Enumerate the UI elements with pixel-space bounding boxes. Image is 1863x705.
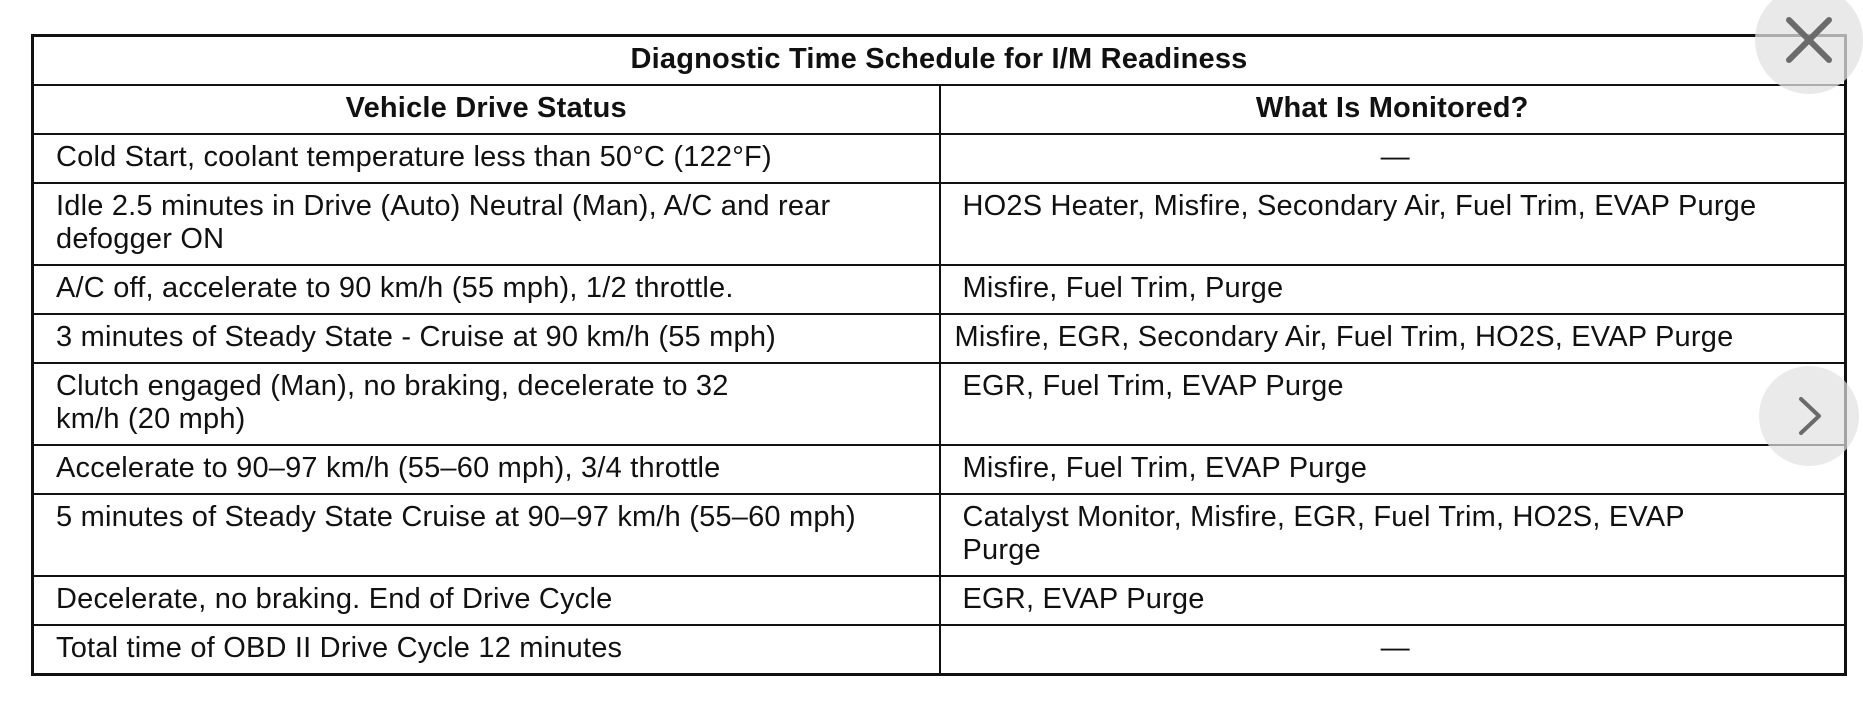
- table-row: [33, 183, 1846, 265]
- status-cell: A/C off, accelerate to 90 km/h (55 mph), 1/2 throttle.: [33, 265, 940, 314]
- table-title: Diagnostic Time Schedule for I/M Readiness: [33, 36, 1846, 86]
- status-cell: Clutch engaged (Man), no braking, decelerate to 32 km/h (20 mph): [33, 363, 940, 445]
- monitored-cell: Misfire, Fuel Trim, Purge: [940, 265, 1846, 314]
- table-row: [33, 314, 1846, 363]
- monitored-cell: HO2S Heater, Misfire, Secondary Air, Fuel Trim, EVAP Purge: [940, 183, 1846, 265]
- table-header-row: [33, 85, 1846, 134]
- table-row: [33, 494, 1846, 576]
- table-row: [33, 265, 1846, 314]
- status-cell: 5 minutes of Steady State Cruise at 90–97 km/h (55–60 mph): [33, 494, 940, 576]
- column-header-status: Vehicle Drive Status: [33, 85, 940, 134]
- monitored-cell: Catalyst Monitor, Misfire, EGR, Fuel Trim, HO2S, EVAP Purge: [940, 494, 1846, 576]
- status-cell: Accelerate to 90–97 km/h (55–60 mph), 3/4 throttle: [33, 445, 940, 494]
- status-cell: Decelerate, no braking. End of Drive Cycle: [33, 576, 940, 625]
- table-row: [33, 576, 1846, 625]
- table-row: [33, 363, 1846, 445]
- status-cell: 3 minutes of Steady State - Cruise at 90 km/h (55 mph): [33, 314, 940, 363]
- close-icon: [1781, 12, 1837, 68]
- monitored-cell: EGR, EVAP Purge: [940, 576, 1846, 625]
- monitored-cell: Misfire, EGR, Secondary Air, Fuel Trim, HO2S, EVAP Purge: [940, 314, 1846, 363]
- status-cell: Total time of OBD II Drive Cycle 12 minutes: [33, 625, 940, 675]
- monitored-cell: —: [940, 134, 1846, 183]
- table-row: [33, 445, 1846, 494]
- table-row: [33, 134, 1846, 183]
- next-image-button[interactable]: [1759, 366, 1859, 466]
- diagnostic-schedule-table: [31, 34, 1847, 676]
- table-title-row: [33, 36, 1846, 86]
- table-row: [33, 625, 1846, 675]
- status-cell: Idle 2.5 minutes in Drive (Auto) Neutral (Man), A/C and rear defogger ON: [33, 183, 940, 265]
- column-header-monitored: What Is Monitored?: [940, 85, 1846, 134]
- monitored-cell: —: [940, 625, 1846, 675]
- monitored-cell: Misfire, Fuel Trim, EVAP Purge: [940, 445, 1846, 494]
- monitored-cell: EGR, Fuel Trim, EVAP Purge: [940, 363, 1846, 445]
- status-cell: Cold Start, coolant temperature less than 50°C (122°F): [33, 134, 940, 183]
- chevron-right-icon: [1789, 391, 1829, 441]
